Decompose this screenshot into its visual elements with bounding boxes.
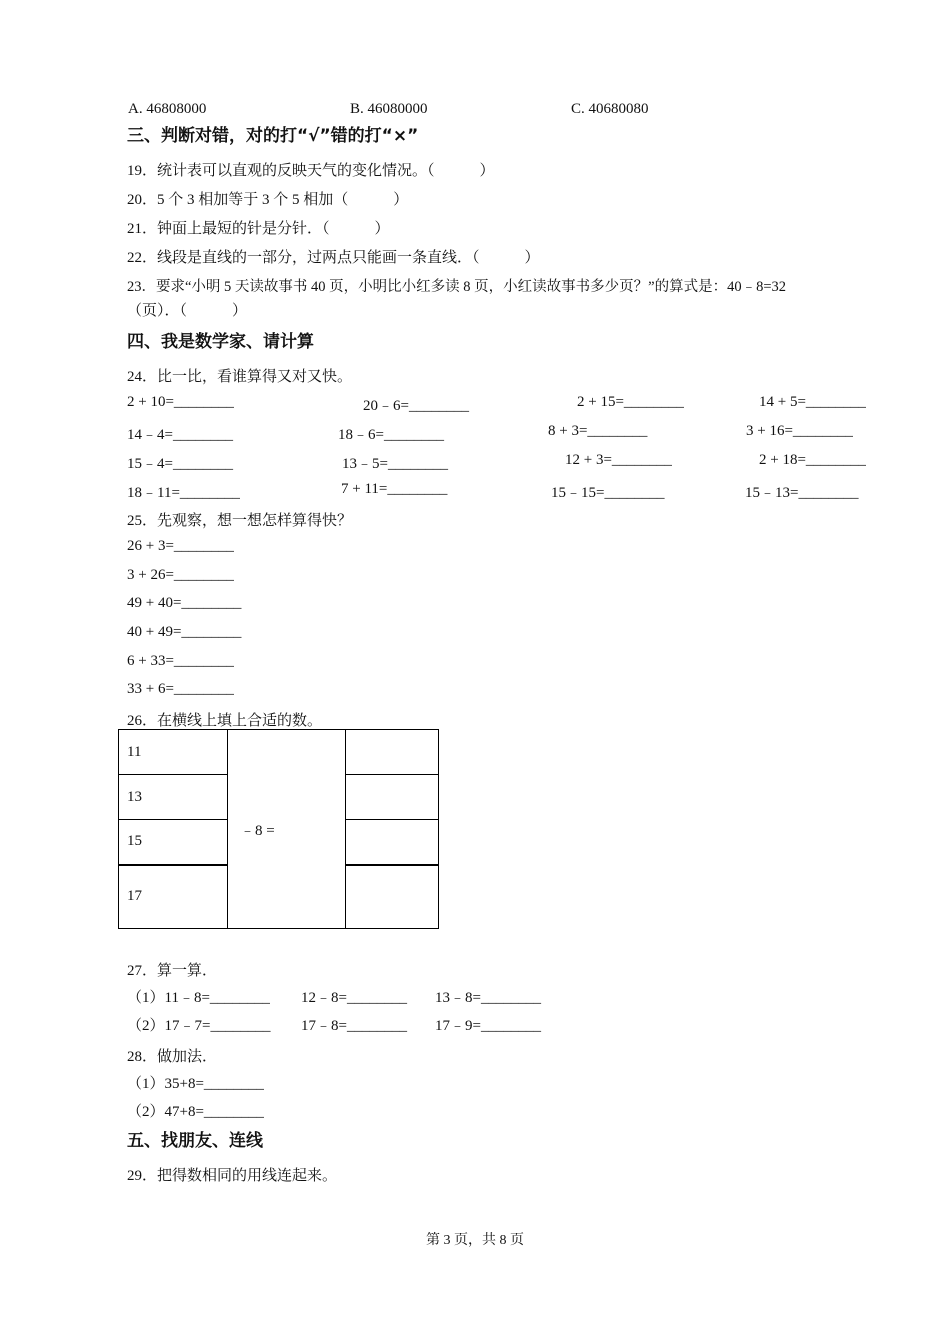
q28-item: （2）47+8=________: [127, 1104, 264, 1120]
question-19: 19．统计表可以直观的反映天气的变化情况。（ ）: [127, 163, 495, 179]
question-27-title: 27．算一算．: [127, 963, 218, 979]
q25-item: 26 + 3=________: [127, 538, 234, 554]
q26-middle-cell: ﹣8 =: [228, 730, 346, 929]
question-28-title: 28．做加法．: [127, 1049, 218, 1065]
q28-item: （1）35+8=________: [127, 1076, 264, 1092]
q25-item: 6 + 33=________: [127, 653, 234, 669]
q24-item: 15﹣4=________: [127, 456, 233, 472]
q27-item: 17﹣8=________: [301, 1018, 407, 1034]
page-footer: 第 3 页，共 8 页: [426, 1233, 524, 1248]
q24-item: 14﹣4=________: [127, 427, 233, 443]
q24-item: 12 + 3=________: [565, 452, 672, 468]
question-23-line2: （页）．（ ）: [127, 303, 248, 319]
q27-item: （2）17﹣7=________: [127, 1018, 271, 1034]
q26-left-cell: 15: [119, 820, 228, 865]
q24-item: 3 + 16=________: [746, 423, 853, 439]
q24-item: 20﹣6=________: [363, 398, 469, 414]
q26-left-cell: 13: [119, 775, 228, 820]
q24-item: 14 + 5=________: [759, 394, 866, 410]
q24-item: 2 + 10=________: [127, 394, 234, 410]
q24-item: 8 + 3=________: [548, 423, 648, 439]
question-24-title: 24．比一比，看谁算得又对又快。: [127, 369, 353, 385]
q26-left-cell: 11: [119, 730, 228, 775]
question-26-title: 26．在横线上填上合适的数。: [127, 713, 323, 729]
question-25-title: 25．先观察，想一想怎样算得快？: [127, 513, 353, 529]
q26-left-cell: 17: [119, 865, 228, 929]
question-21: 21．钟面上最短的针是分针．（ ）: [127, 221, 390, 237]
question-20: 20．5 个 3 相加等于 3 个 5 相加（ ）: [127, 192, 409, 208]
section-4-title: 四、我是数学家、请计算: [127, 332, 314, 352]
q26-answer-cell[interactable]: [346, 865, 439, 929]
q24-item: 2 + 18=________: [759, 452, 866, 468]
q26-table: [118, 729, 439, 929]
q24-item: 18﹣11=________: [127, 485, 240, 501]
q24-item: 15﹣13=________: [745, 485, 859, 501]
q27-item: 13﹣8=________: [435, 990, 541, 1006]
q24-item: 15﹣15=________: [551, 485, 665, 501]
question-29: 29．把得数相同的用线连起来。: [127, 1168, 338, 1184]
option-a: A. 46808000: [128, 101, 207, 117]
q25-item: 33 + 6=________: [127, 681, 234, 697]
q24-item: 13﹣5=________: [342, 456, 448, 472]
question-23-line1: 23．要求“小明 5 天读故事书 40 页，小明比小红多读 8 页，小红读故事书多少页？”的算式是：40﹣8=32: [127, 279, 787, 295]
q26-answer-cell[interactable]: [346, 730, 439, 775]
question-22: 22．线段是直线的一部分，过两点只能画一条直线．（ ）: [127, 250, 540, 266]
q25-item: 40 + 49=________: [127, 624, 242, 640]
q26-answer-cell[interactable]: [346, 775, 439, 820]
q27-item: （1）11﹣8=________: [127, 990, 270, 1006]
option-b: B. 46080000: [350, 101, 428, 117]
q27-item: 17﹣9=________: [435, 1018, 541, 1034]
q27-item: 12﹣8=________: [301, 990, 407, 1006]
q25-item: 3 + 26=________: [127, 567, 234, 583]
section-3-title: 三、判断对错，对的打“√”错的打“×”: [127, 126, 419, 146]
section-5-title: 五、找朋友、连线: [127, 1131, 263, 1151]
q25-item: 49 + 40=________: [127, 595, 242, 611]
option-c: C. 40680080: [571, 101, 649, 117]
q24-item: 7 + 11=________: [341, 481, 448, 497]
q26-answer-cell[interactable]: [346, 820, 439, 865]
q24-item: 2 + 15=________: [577, 394, 684, 410]
q24-item: 18﹣6=________: [338, 427, 444, 443]
